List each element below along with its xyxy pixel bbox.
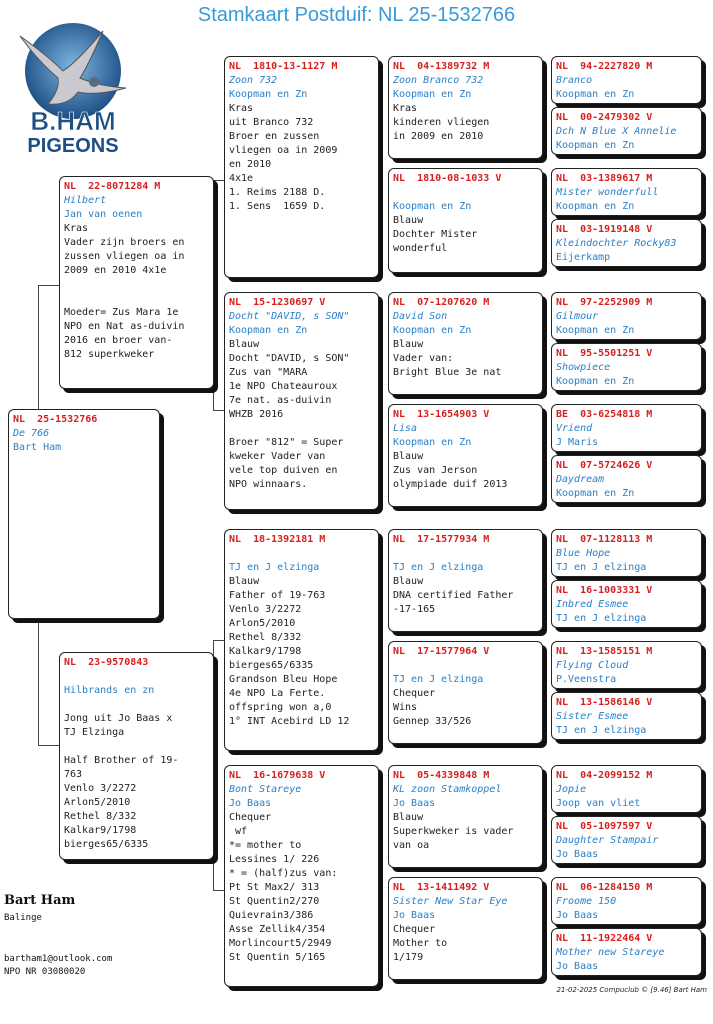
owner-npo: NPO NR 03080020 — [4, 967, 86, 977]
card-line: *= mother to — [229, 840, 302, 851]
pedigree-card-g14[interactable] — [551, 816, 702, 864]
pigeon-name: Daydream — [556, 474, 605, 485]
card-line — [64, 740, 209, 754]
ring-number: NL 07-5724626 V — [556, 460, 653, 471]
pigeon-name: Dch N Blue X Annelie — [556, 126, 677, 137]
pedigree-card-dam-sire[interactable] — [224, 529, 379, 751]
card-line: NPO en Nat as-duivin — [64, 321, 185, 332]
card-line: -17-165 — [393, 604, 436, 615]
ring-number: NL 03-1919148 V — [556, 224, 653, 235]
pigeon-name: Docht "DAVID, s SON" — [229, 311, 350, 322]
breeder-name: Koopman en Zn — [393, 201, 472, 212]
pedigree-card-ddd[interactable] — [388, 877, 543, 980]
pedigree-card-sire[interactable] — [59, 176, 214, 389]
ring-number: NL 13-1585151 M — [556, 646, 653, 657]
ring-number: NL 04-2099152 M — [556, 770, 653, 781]
card-line: Rethel 8/332 — [229, 632, 302, 643]
card-line — [64, 292, 209, 306]
card-line: 7e nat. as-duivin — [229, 395, 332, 406]
ring-number: NL 04-1389732 M — [393, 61, 490, 72]
card-line: Blauw — [393, 576, 424, 587]
pedigree-card-sire-sire[interactable] — [224, 56, 379, 278]
card-line: Mother to — [393, 938, 448, 949]
bham-pigeons-logo — [8, 16, 138, 156]
card-line: kinderen vliegen — [393, 117, 490, 128]
card-line: 812 superkweker — [64, 349, 155, 360]
card-line: Chequer — [393, 688, 436, 699]
logo-text-pigeons: PIGEONS — [27, 135, 119, 156]
breeder-name: TJ en J elzinga — [393, 562, 484, 573]
page-title: Stamkaart Postduif: NL 25-1532766 — [197, 4, 516, 26]
ring-number: NL 17-1577964 V — [393, 646, 490, 657]
card-line: Vader zijn broers en — [64, 237, 185, 248]
card-line: vele top duiven en — [229, 465, 338, 476]
pigeon-name: Daughter Stampair — [556, 835, 659, 846]
owner-city: Balinge — [4, 913, 42, 923]
pigeon-name: Mister wonderfull — [556, 187, 659, 198]
breeder-name: Jo Baas — [556, 849, 599, 860]
card-line: Bright Blue 3e nat — [393, 367, 502, 378]
breeder-name: TJ en J elzinga — [556, 725, 647, 736]
pedigree-card-dam-dam[interactable] — [224, 765, 379, 987]
card-line: Blauw — [393, 451, 424, 462]
breeder-name: Jo Baas — [393, 910, 436, 921]
ring-number: NL 25-1532766 — [13, 414, 98, 425]
card-line: Blauw — [393, 339, 424, 350]
breeder-name: Jan van oenen — [64, 209, 143, 220]
card-line: * = (half)zus van: — [229, 868, 338, 879]
pedigree-card-dsd[interactable] — [388, 641, 543, 744]
breeder-name: TJ en J elzinga — [556, 562, 647, 573]
breeder-name: TJ en J elzinga — [556, 613, 647, 624]
card-line: Jong uit Jo Baas x — [64, 713, 173, 724]
pigeon-name: De 766 — [13, 428, 50, 439]
pedigree-card-sds[interactable] — [388, 292, 543, 395]
breeder-name: Koopman en Zn — [393, 325, 472, 336]
pedigree-card-g2[interactable] — [551, 107, 702, 155]
card-line — [64, 698, 209, 712]
card-line: Father of 19-763 — [229, 590, 326, 601]
ring-number: NL 13-1586146 V — [556, 697, 653, 708]
pigeon-name: Gilmour — [556, 311, 599, 322]
ring-number: NL 07-1128113 M — [556, 534, 653, 545]
pigeon-name — [393, 547, 538, 561]
pedigree-card-g8[interactable] — [551, 455, 702, 503]
pigeon-name — [229, 547, 374, 561]
breeder-name: Jo Baas — [556, 910, 599, 921]
card-line: 2009 en 2010 4x1e — [64, 265, 167, 276]
card-line: Broer en zussen — [229, 131, 320, 142]
breeder-name: J Maris — [556, 437, 599, 448]
card-line: 4x1e — [229, 173, 254, 184]
card-line: vliegen oa in 2009 — [229, 145, 338, 156]
pedigree-card-g11[interactable] — [551, 641, 702, 689]
owner-email[interactable]: bartham1@outlook.com — [4, 954, 113, 964]
card-line: olympiade duif 2013 — [393, 479, 508, 490]
owner-info — [4, 893, 112, 979]
logo-text-bham: B.HAM — [30, 106, 116, 136]
pedigree-card-g7[interactable] — [551, 404, 702, 452]
card-line: Arlon5/2010 — [229, 618, 296, 629]
card-line: Kalkar9/1798 — [64, 825, 137, 836]
pedigree-card-sdd[interactable] — [388, 404, 543, 507]
card-line: Wins — [393, 702, 418, 713]
breeder-name: Koopman en Zn — [393, 89, 472, 100]
card-line: Kras — [64, 223, 89, 234]
ring-number: NL 13-1654903 V — [393, 409, 490, 420]
breeder-name: Eijerkamp — [556, 252, 611, 263]
breeder-name: Hilbrands en zn — [64, 685, 155, 696]
pigeon-name: Kleindochter Rocky83 — [556, 238, 677, 249]
ring-number: NL 03-1389617 M — [556, 173, 653, 184]
card-line — [229, 422, 374, 436]
breeder-name: Koopman en Zn — [393, 437, 472, 448]
card-line: Chequer — [229, 812, 272, 823]
pedigree-card-g9[interactable] — [551, 529, 702, 577]
breeder-name: Koopman en Zn — [556, 376, 635, 387]
breeder-name: Jo Baas — [393, 798, 436, 809]
card-line: Zus van "MARA — [229, 367, 308, 378]
card-line: bierges65/6335 — [64, 839, 149, 850]
ring-number: NL 22-8071284 M — [64, 181, 161, 192]
breeder-name: Koopman en Zn — [229, 325, 308, 336]
ring-number: NL 05-4339848 M — [393, 770, 490, 781]
pigeon-name: Lisa — [393, 423, 418, 434]
card-line: Superkweker is vader — [393, 826, 514, 837]
card-line: Grandson Bleu Hope — [229, 674, 338, 685]
pigeon-name: KL zoon Stamkoppel — [393, 784, 502, 795]
card-line: Blauw — [393, 215, 424, 226]
pedigree-card-g3[interactable] — [551, 168, 702, 216]
card-line: Arlon5/2010 — [64, 797, 131, 808]
card-line: Asse Zellik4/354 — [229, 924, 326, 935]
pigeon-name: Showpiece — [556, 362, 611, 373]
pedigree-card-g1[interactable] — [551, 56, 702, 104]
card-line: Quievrain3/386 — [229, 910, 314, 921]
breeder-name: Joop van vliet — [556, 798, 641, 809]
card-line: van oa — [393, 840, 430, 851]
card-line: uit Branco 732 — [229, 117, 314, 128]
pigeon-name: Sister Esmee — [556, 711, 629, 722]
pedigree-card-g5[interactable] — [551, 292, 702, 340]
ring-number: NL 07-1207620 M — [393, 297, 490, 308]
pigeon-name: Branco — [556, 75, 593, 86]
footer-text: 21-02-2025 Compuclub © [9.46] Bart Ham — [556, 986, 707, 994]
ring-number: NL 06-1284150 M — [556, 882, 653, 893]
card-line: en 2010 — [229, 159, 272, 170]
ring-number: NL 1810-13-1127 M — [229, 61, 338, 72]
card-line: Lessines 1/ 226 — [229, 854, 320, 865]
card-line: 1. Sens 1659 D. — [229, 201, 326, 212]
pedigree-card-dss[interactable] — [388, 529, 543, 632]
card-line: 2016 en broer van- — [64, 335, 173, 346]
card-line: NPO winnaars. — [229, 479, 308, 490]
ring-number: NL 17-1577934 M — [393, 534, 490, 545]
breeder-name: TJ en J elzinga — [229, 562, 320, 573]
card-line: Gennep 33/526 — [393, 716, 472, 727]
pigeon-name — [393, 659, 538, 673]
pigeon-name: Inbred Esmee — [556, 599, 629, 610]
card-line: 1/179 — [393, 952, 424, 963]
ring-number: NL 13-1411492 V — [393, 882, 490, 893]
card-line: 4e NPO La Ferte. — [229, 688, 326, 699]
card-line: Pt St Max2/ 313 — [229, 882, 320, 893]
pigeon-name: Blue Hope — [556, 548, 611, 559]
pigeon-name: Flying Cloud — [556, 660, 629, 671]
pigeon-name: Jopie — [556, 784, 587, 795]
card-line: in 2009 en 2010 — [393, 131, 484, 142]
ring-number: NL 15-1230697 V — [229, 297, 326, 308]
card-line: 1° INT Acebird LD 12 — [229, 716, 350, 727]
pigeon-name — [64, 670, 209, 684]
card-line: offspring won a,0 — [229, 702, 332, 713]
ring-number: NL 97-2252909 M — [556, 297, 653, 308]
card-line: Blauw — [229, 339, 260, 350]
card-line: Zus van Jerson — [393, 465, 478, 476]
card-line: 1. Reims 2188 D. — [229, 187, 326, 198]
pigeon-name: Sister New Star Eye — [393, 896, 508, 907]
ring-number: NL 18-1392181 M — [229, 534, 326, 545]
ring-number: BE 03-6254818 M — [556, 409, 653, 420]
ring-number: NL 95-5501251 V — [556, 348, 653, 359]
pedigree-card-g13[interactable] — [551, 765, 702, 813]
pedigree-card-dds[interactable] — [388, 765, 543, 868]
card-line: Kras — [393, 103, 418, 114]
breeder-name: Bart Ham — [13, 442, 62, 453]
ring-number: NL 16-1679638 V — [229, 770, 326, 781]
pigeon-name: Vriend — [556, 423, 593, 434]
card-line: TJ Elzinga — [64, 727, 125, 738]
pedigree-card-g10[interactable] — [551, 580, 702, 628]
pedigree-card-g4[interactable] — [551, 219, 702, 267]
pedigree-card-sire-dam[interactable] — [224, 292, 379, 510]
ring-number: NL 1810-08-1033 V — [393, 173, 502, 184]
card-line: St Quentin 5/165 — [229, 952, 326, 963]
card-line: Blauw — [229, 576, 260, 587]
pigeon-name: Hilbert — [64, 195, 107, 206]
card-line — [64, 278, 209, 292]
ring-number: NL 00-2479302 V — [556, 112, 653, 123]
card-line: bierges65/6335 — [229, 660, 314, 671]
pigeon-name — [393, 186, 538, 200]
card-line: DNA certified Father — [393, 590, 514, 601]
pigeon-name: Zoon Branco 732 — [393, 75, 484, 86]
card-line: wonderful — [393, 243, 448, 254]
card-line: Blauw — [393, 812, 424, 823]
card-line: Dochter Mister — [393, 229, 478, 240]
card-line: kweker Vader van — [229, 451, 326, 462]
pedigree-card-sss[interactable] — [388, 56, 543, 159]
pigeon-name: David Son — [393, 311, 448, 322]
ring-number: NL 23-9570843 — [64, 657, 149, 668]
card-line: Kalkar9/1798 — [229, 646, 302, 657]
breeder-name: TJ en J elzinga — [393, 674, 484, 685]
card-line: Moeder= Zus Mara 1e — [64, 307, 179, 318]
card-line: 1e NPO Chateauroux — [229, 381, 338, 392]
ring-number: NL 11-1922464 V — [556, 933, 653, 944]
pedigree-card-subject[interactable] — [8, 409, 160, 619]
card-line: Kras — [229, 103, 254, 114]
card-line: zussen vliegen oa in — [64, 251, 185, 262]
card-line: wf — [229, 826, 248, 837]
card-line: Rethel 8/332 — [64, 811, 137, 822]
card-line: Venlo 3/2272 — [64, 783, 137, 794]
card-line: WHZB 2016 — [229, 409, 284, 420]
card-line: Broer "812" = Super — [229, 437, 344, 448]
pedigree-card-g6[interactable] — [551, 343, 702, 391]
pigeon-name: Froome 150 — [556, 896, 617, 907]
card-line: Half Brother of 19- — [64, 755, 179, 766]
ring-number: NL 94-2227820 M — [556, 61, 653, 72]
card-line: Chequer — [393, 924, 436, 935]
breeder-name: Koopman en Zn — [556, 201, 635, 212]
breeder-name: Koopman en Zn — [556, 89, 635, 100]
breeder-name: P.Veenstra — [556, 674, 617, 685]
owner-name: Bart Ham — [4, 893, 76, 908]
pedigree-card-g15[interactable] — [551, 877, 702, 925]
breeder-name: Koopman en Zn — [556, 488, 635, 499]
card-line: 763 — [64, 769, 83, 780]
pigeon-name: Bont Stareye — [229, 784, 302, 795]
pigeon-name: Mother new Stareye — [556, 947, 665, 958]
card-line: St Quentin2/270 — [229, 896, 320, 907]
breeder-name: Koopman en Zn — [556, 325, 635, 336]
card-line: Venlo 3/2272 — [229, 604, 302, 615]
card-line: Docht "DAVID, s SON" — [229, 353, 350, 364]
card-line: Vader van: — [393, 353, 454, 364]
pedigree-card-g12[interactable] — [551, 692, 702, 740]
breeder-name: Jo Baas — [229, 798, 272, 809]
pedigree-card-dam[interactable] — [59, 652, 214, 860]
pigeon-name: Zoon 732 — [229, 75, 278, 86]
ring-number: NL 16-1003331 V — [556, 585, 653, 596]
breeder-name: Koopman en Zn — [556, 140, 635, 151]
ring-number: NL 05-1097597 V — [556, 821, 653, 832]
breeder-name: Koopman en Zn — [229, 89, 308, 100]
pedigree-card-g16[interactable] — [551, 928, 702, 976]
pedigree-card-ssd[interactable] — [388, 168, 543, 273]
breeder-name: Jo Baas — [556, 961, 599, 972]
card-line: Morlincourt5/2949 — [229, 938, 332, 949]
